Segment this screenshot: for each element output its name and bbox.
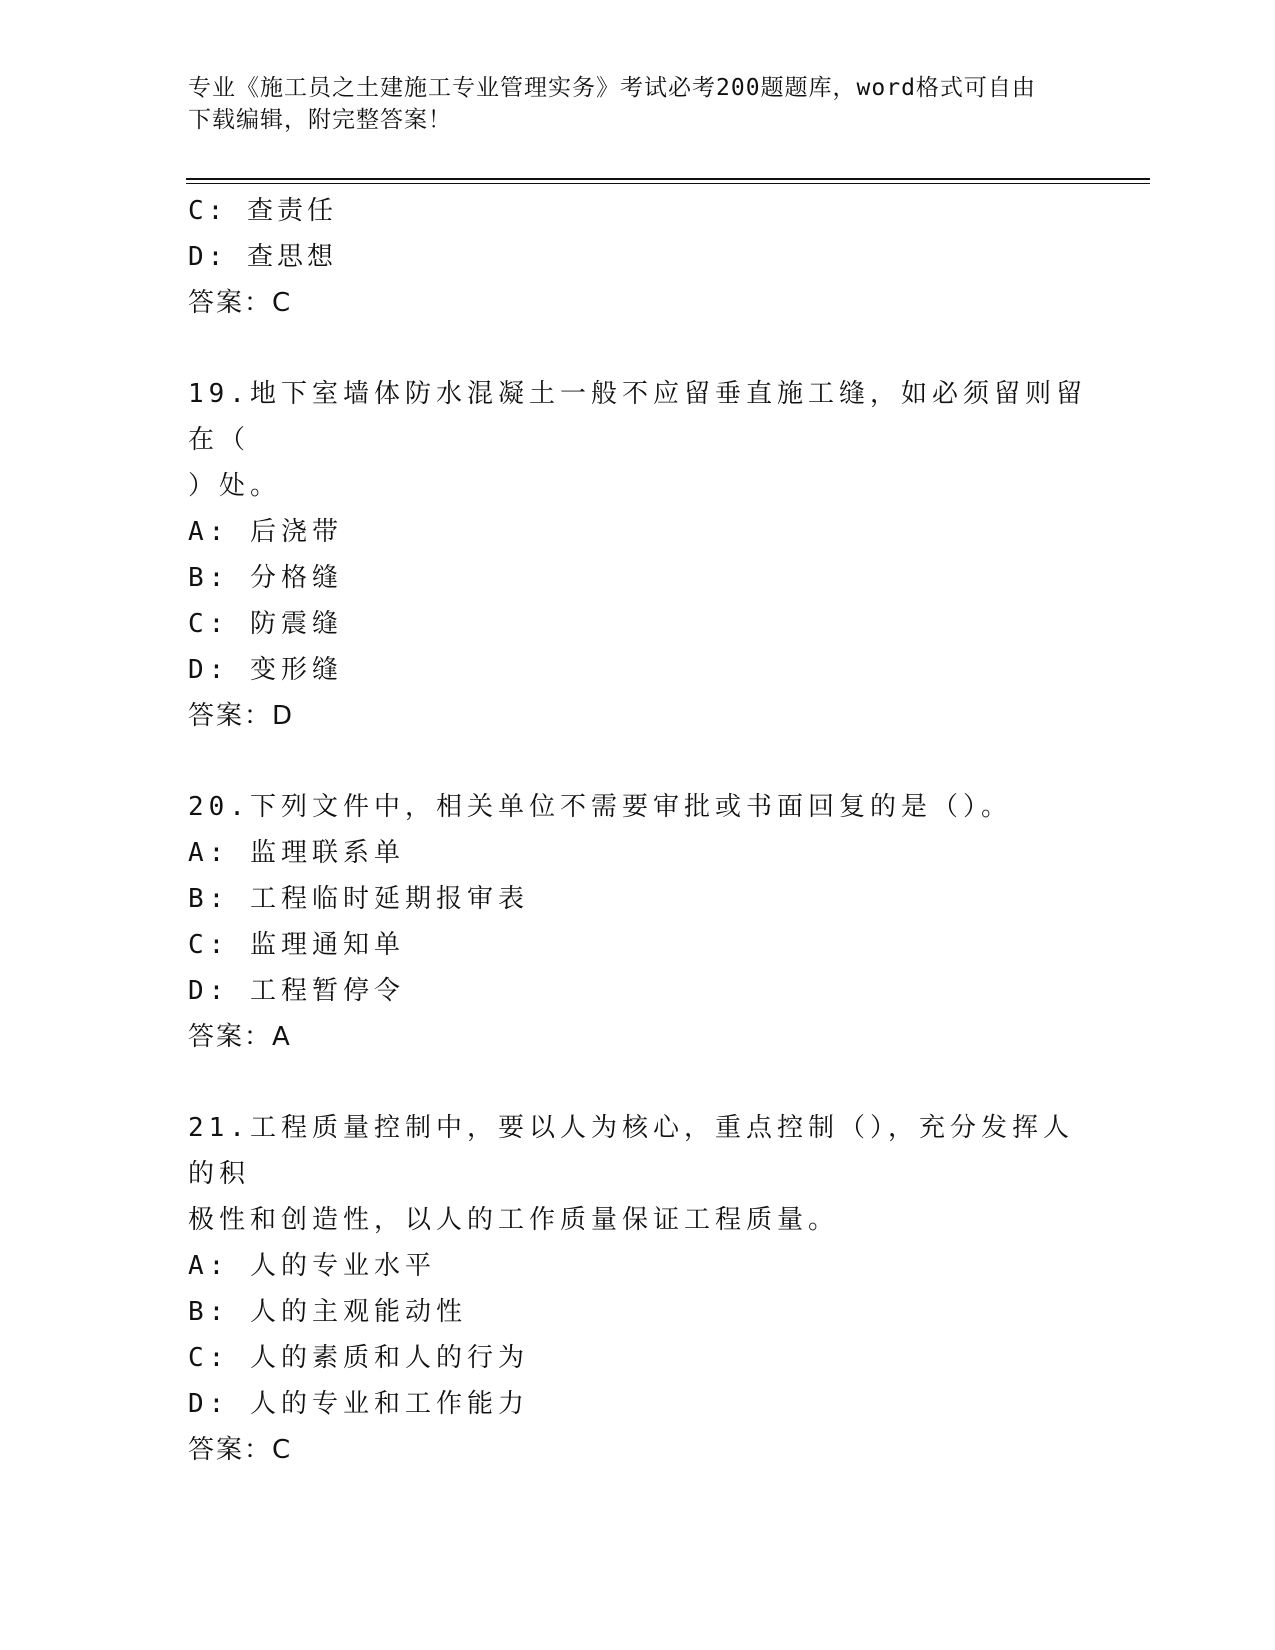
question-text-line: 21.工程质量控制中，要以人为核心，重点控制（），充分发挥人的积 [188, 1113, 1074, 1189]
answer-line: 答案：C [188, 288, 293, 318]
option-c: C: 查责任 [188, 196, 337, 226]
option-b: B: 分格缝 [188, 563, 343, 593]
question-text-line: 极性和创造性，以人的工作质量保证工程质量。 [188, 1205, 840, 1235]
question-21 [188, 1105, 1088, 1473]
answer-line: 答案：A [188, 1022, 292, 1052]
option-c: C: 监理通知单 [188, 930, 405, 960]
answer-line: 答案：C [188, 1435, 293, 1465]
continued-question [188, 188, 1088, 326]
question-text-line: 20.下列文件中，相关单位不需要审批或书面回复的是（）。 [188, 792, 1012, 822]
option-b: B: 人的主观能动性 [188, 1297, 467, 1327]
option-c: C: 人的素质和人的行为 [188, 1343, 529, 1373]
header-divider-thin [186, 183, 1150, 184]
header-divider-thick [186, 178, 1150, 180]
spacer [188, 739, 1088, 784]
document-header [188, 72, 1068, 136]
option-a: A: 后浇带 [188, 517, 343, 547]
question-20 [188, 784, 1088, 1060]
question-19 [188, 371, 1088, 739]
option-a: A: 监理联系单 [188, 838, 405, 868]
option-d: D: 查思想 [188, 242, 337, 272]
question-text-line: 19.地下室墙体防水混凝土一般不应留垂直施工缝，如必须留则留在（ [188, 379, 1087, 455]
option-c: C: 防震缝 [188, 609, 343, 639]
option-d: D: 人的专业和工作能力 [188, 1389, 529, 1419]
header-line-2: 下载编辑，附完整答案！ [188, 107, 452, 133]
option-a: A: 人的专业水平 [188, 1251, 436, 1281]
question-text-line: ）处。 [188, 471, 282, 501]
spacer [188, 326, 1088, 371]
spacer [188, 1060, 1088, 1105]
question-list [188, 188, 1088, 1473]
option-b: B: 工程临时延期报审表 [188, 884, 529, 914]
option-d: D: 工程暂停令 [188, 976, 405, 1006]
answer-line: 答案：D [188, 701, 295, 731]
header-line-1: 专业《施工员之土建施工专业管理实务》考试必考200题题库，word格式可自由 [188, 75, 1036, 101]
option-d: D: 变形缝 [188, 655, 343, 685]
